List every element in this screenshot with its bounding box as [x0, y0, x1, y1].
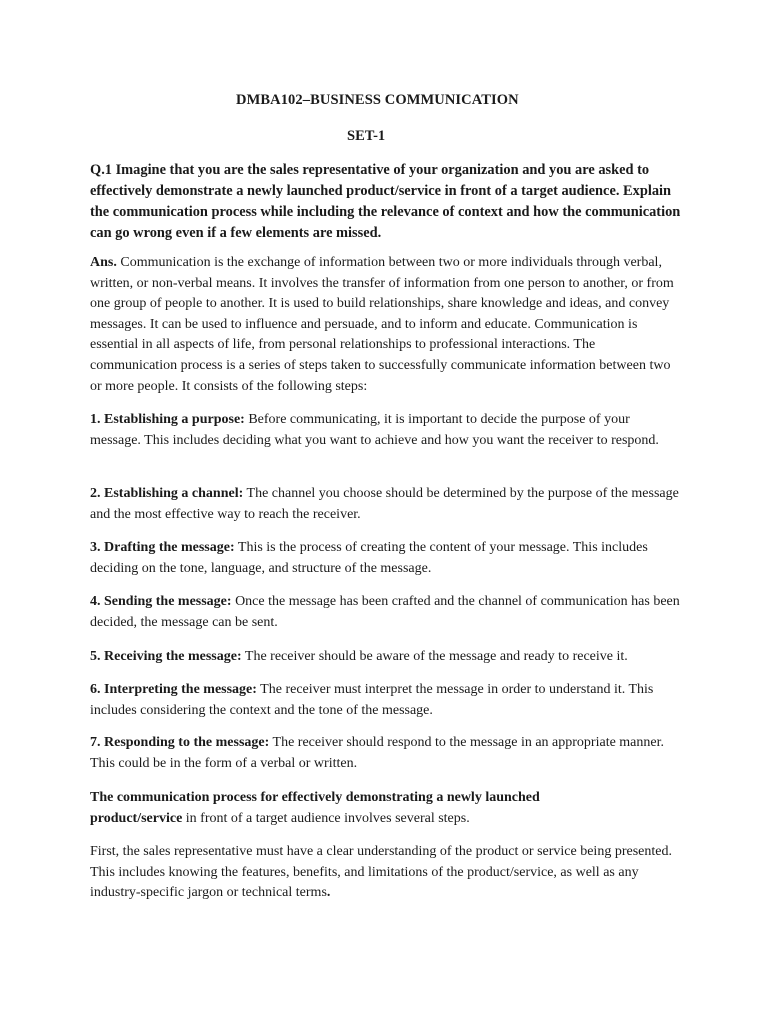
answer-text: Communication is the exchange of information between two or more individuals through verbal, written, or non-verbal means. It involves the transfer of information from one person to another, or from one group of people to another. It is used to build relationships, share knowledge and ideas, and convey messages. It can be used to influence and persuade, and to inform and educate. Communication is essential in all aspects of life, from personal relationships to professional interactions. The communication process is a series of steps taken to successfully communicate information between two or more people. It consists of the following steps: [90, 255, 674, 394]
step-1 [90, 410, 682, 451]
step-text: Once the message has been crafted and the channel of communication has been decided, the message can be sent. [90, 594, 680, 630]
step-text: The channel you choose should be determined by the purpose of the message and the most effective way to reach the receiver. [90, 486, 679, 522]
process-paragraph [90, 788, 590, 829]
step-6 [90, 680, 682, 721]
step-text: The receiver should be aware of the message and ready to receive it. [241, 649, 628, 664]
step-2 [90, 484, 682, 525]
step-text: Before communicating, it is important to decide the purpose of your message. This includes deciding what you want to achieve and how you want the receiver to respond. [90, 412, 659, 448]
step-label: 7. Responding to the message: [90, 735, 270, 750]
step-label: 1. Establishing a purpose: [90, 412, 245, 427]
first-paragraph [90, 842, 682, 904]
step-text: The receiver should respond to the message in an appropriate manner. This could be in the form of a verbal or written. [90, 735, 665, 771]
process-text: in front of a target audience involves several steps. [182, 810, 470, 826]
step-label: 4. Sending the message: [90, 594, 232, 609]
first-end: . [326, 885, 331, 901]
process-bold: The communication process for effectively demonstrating a newly launched product/service [90, 790, 540, 826]
first-text: First, the sales representative must have a clear understanding of the product or service being presented. This includes knowing the features, benefits, and limitations of the product/service, as well as any industry-specific jargon or technical terms [90, 844, 672, 901]
document-title: DMBA102–BUSINESS COMMUNICATION [236, 92, 519, 108]
step-label: 6. Interpreting the message: [90, 682, 257, 697]
step-7 [90, 733, 682, 774]
step-4 [90, 592, 682, 633]
step-5 [90, 647, 682, 668]
answer-paragraph [90, 253, 682, 397]
step-text: This is the process of creating the content of your message. This includes deciding on the tone, language, and structure of the message. [90, 540, 648, 576]
step-text: The receiver must interpret the message in order to understand it. This includes considering the context and the tone of the message. [90, 682, 654, 718]
question-text: Q.1 Imagine that you are the sales representative of your organization and you are asked to effectively demonstrate a newly launched product/service in front of a target audience. Explain the communication process while including the relevance of context and how the communication can go wrong even if a few elements are missed. [90, 162, 681, 241]
step-label: 3. Drafting the message: [90, 540, 235, 555]
step-label: 5. Receiving the message: [90, 649, 242, 664]
step-3 [90, 538, 682, 579]
step-label: 2. Establishing a channel: [90, 486, 244, 501]
answer-label: Ans. [90, 255, 117, 270]
set-heading: SET-1 [347, 128, 386, 144]
